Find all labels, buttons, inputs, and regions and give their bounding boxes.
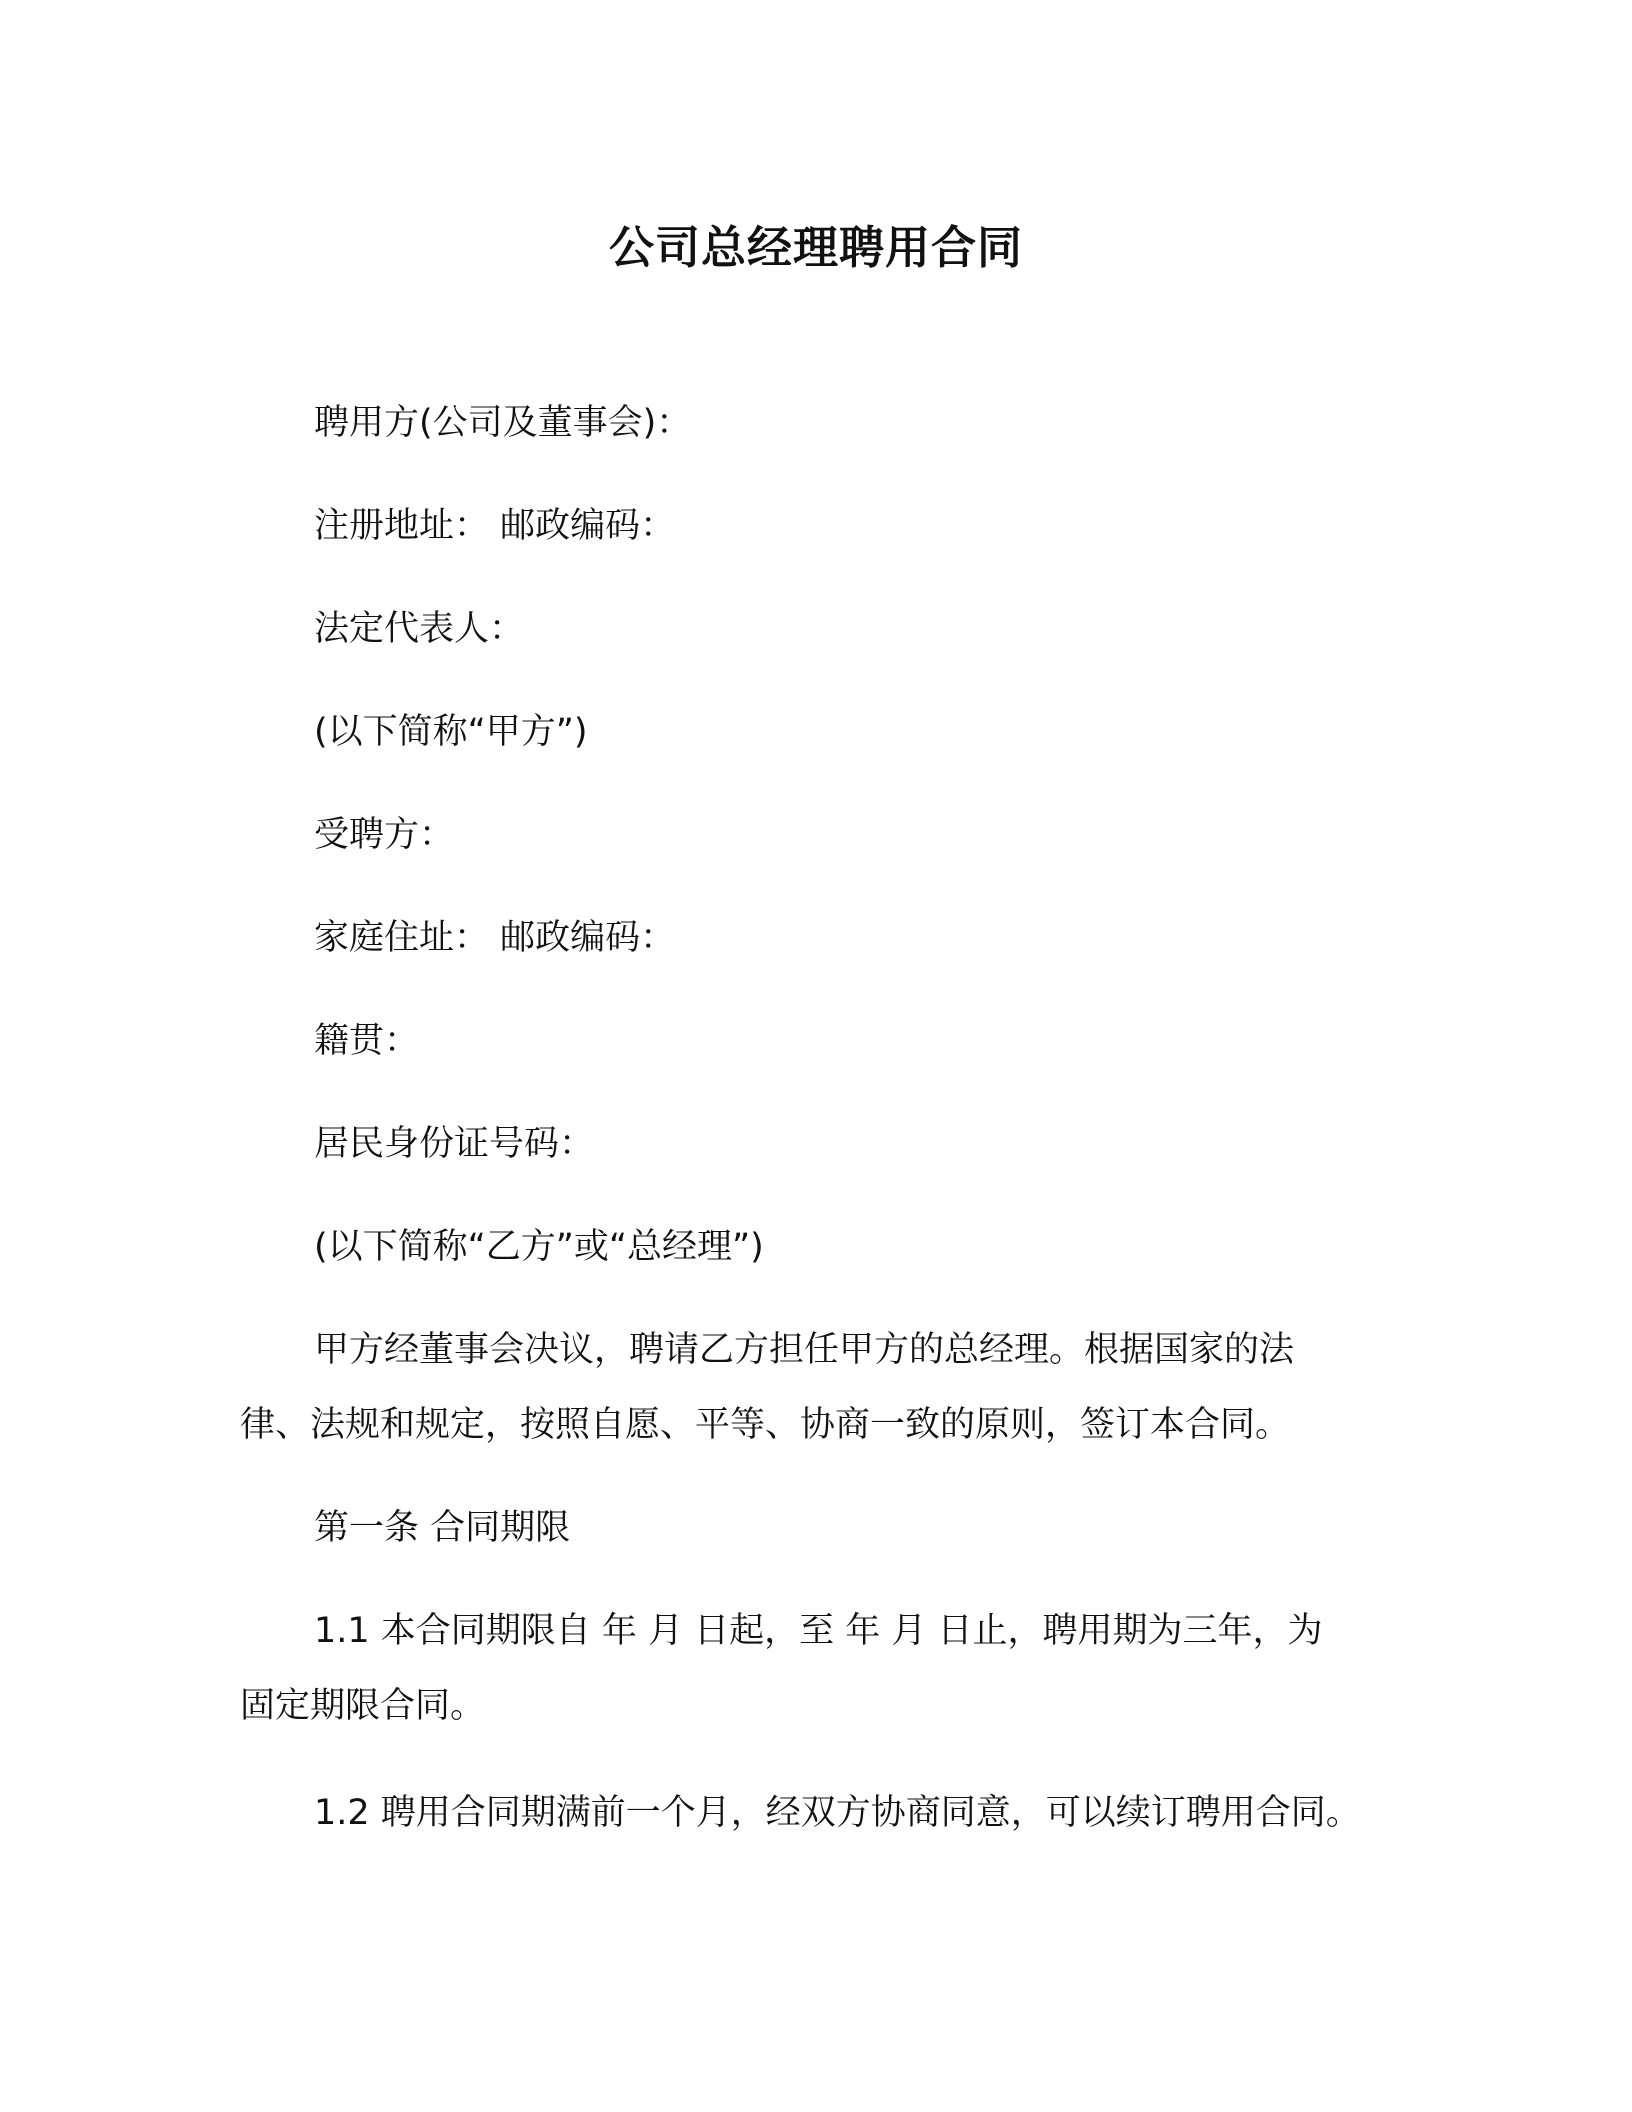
id-number-line: 居民身份证号码： (314, 1124, 595, 1164)
article-1-heading: 第一条 合同期限 (314, 1508, 571, 1548)
legal-representative-line: 法定代表人： (314, 609, 525, 649)
clause-1-1-line-2: 固定期限合同。 (240, 1686, 486, 1726)
intro-paragraph-line-1: 甲方经董事会决议，聘请乙方担任甲方的总经理。根据国家的法 (314, 1330, 1295, 1370)
page-title: 公司总经理聘用合同 (608, 221, 1023, 274)
intro-paragraph-line-2: 律、法规和规定，按照自愿、平等、协商一致的原则，签订本合同。 (240, 1405, 1291, 1445)
home-address-line: 家庭住址： 邮政编码： (314, 918, 676, 958)
employer-line: 聘用方(公司及董事会)： (314, 403, 692, 443)
party-b-alias-line: (以下简称“乙方”或“总经理”) (314, 1227, 764, 1267)
clause-1-2-line: 1.2 聘用合同期满前一个月，经双方协商同意，可以续订聘用合同。 (314, 1793, 1361, 1833)
registered-address-line: 注册地址： 邮政编码： (314, 506, 676, 546)
clause-1-1-line-1: 1.1 本合同期限自 年 月 日起，至 年 月 日止，聘用期为三年，为 (314, 1611, 1323, 1651)
party-a-alias-line: (以下简称“甲方”) (314, 712, 588, 752)
employee-line: 受聘方： (314, 815, 455, 855)
native-place-line: 籍贯： (314, 1021, 420, 1061)
